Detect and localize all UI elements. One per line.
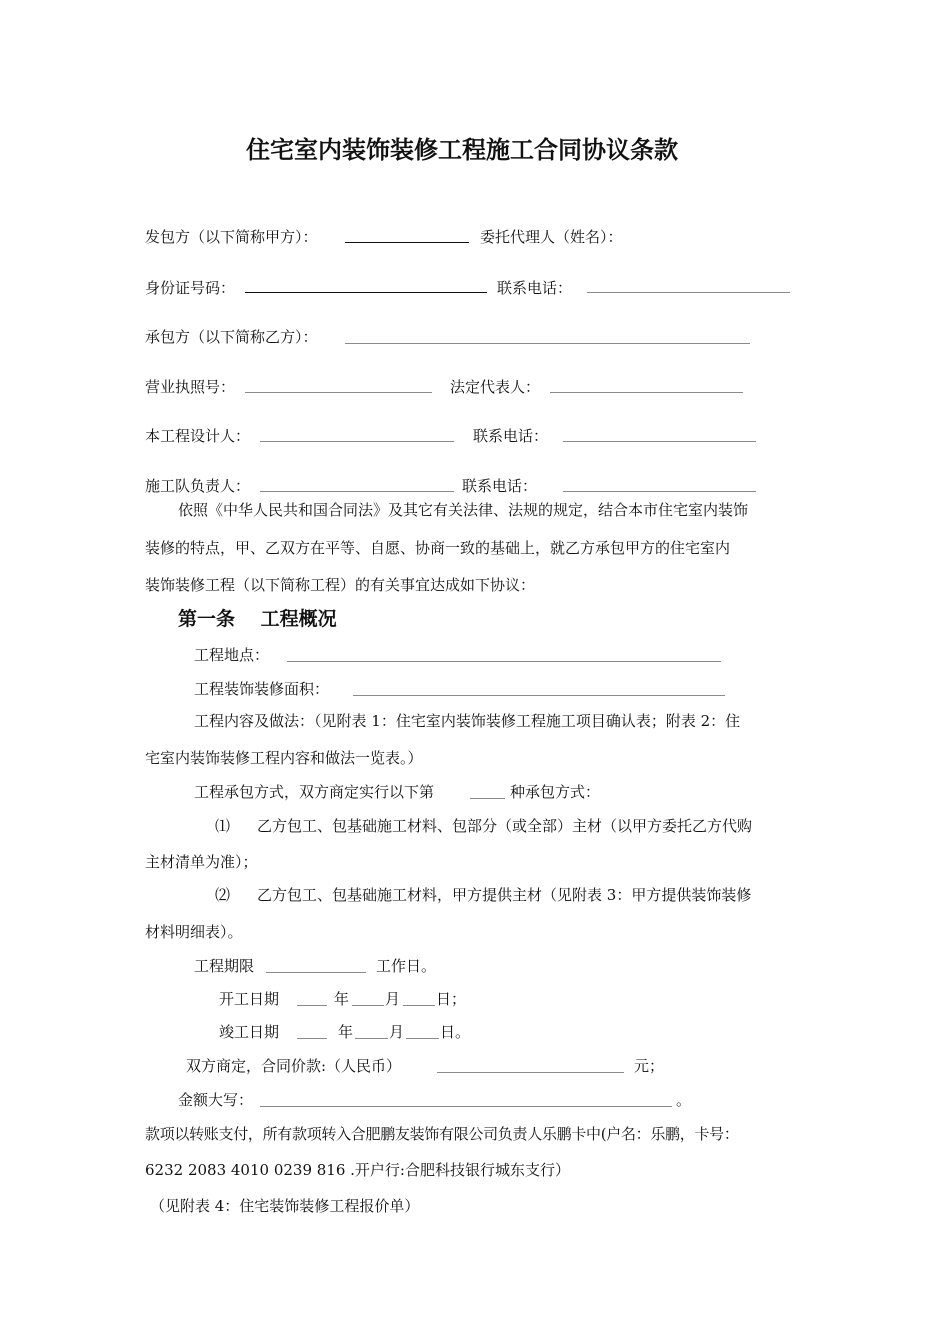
month-label: 月 xyxy=(389,1023,405,1041)
end-day-field[interactable] xyxy=(406,1038,439,1039)
mode-field[interactable] xyxy=(470,798,505,799)
price-unit: 元； xyxy=(634,1057,665,1075)
mode-suffix: 种承包方式： xyxy=(510,783,601,801)
option-text: 主材清单为准）； xyxy=(145,853,258,871)
legal-rep-label: 法定代表人： xyxy=(450,378,541,396)
period-unit: 工作日。 xyxy=(376,957,437,975)
year-label: 年 xyxy=(334,990,350,1008)
end-year-field[interactable] xyxy=(297,1038,327,1039)
designer-field[interactable] xyxy=(260,441,454,442)
preamble-line: 装饰装修工程（以下简称工程）的有关事宜达成如下协议： xyxy=(145,576,536,594)
option-number: ⑴ xyxy=(215,817,231,835)
crew-leader-field[interactable] xyxy=(260,491,454,492)
option-text: 材料明细表）。 xyxy=(145,923,243,941)
preamble-line: 装修的特点，甲、乙双方在平等、自愿、协商一致的基础上，就乙方承包甲方的住宅室内 xyxy=(145,539,731,557)
location-label: 工程地点： xyxy=(194,646,270,664)
license-field[interactable] xyxy=(245,392,432,393)
day-label: 日 xyxy=(440,1023,456,1041)
start-date-label: 开工日期 xyxy=(219,990,280,1008)
option-text: 乙方包工、包基础施工材料、包部分（或全部）主材（以甲方委托乙方代购 xyxy=(257,817,753,835)
id-number-field[interactable] xyxy=(245,292,487,293)
payment-line: 6232 2083 4010 0239 816 .开户行:合肥科技银行城东支行） xyxy=(145,1161,570,1179)
month-label: 月 xyxy=(385,990,401,1008)
day-label: 日 xyxy=(436,990,452,1008)
phone-field-1[interactable] xyxy=(587,292,790,293)
phone-label-1: 联系电话： xyxy=(497,279,573,297)
period-field[interactable] xyxy=(266,972,366,973)
end-end-punct: 。 xyxy=(455,1023,471,1041)
crew-leader-label: 施工队负责人： xyxy=(145,477,251,495)
amount-field[interactable] xyxy=(260,1106,672,1107)
period-label: 工程期限 xyxy=(194,957,255,975)
employer-field[interactable] xyxy=(345,242,469,243)
start-day-field[interactable] xyxy=(403,1005,435,1006)
price-field[interactable] xyxy=(437,1072,624,1073)
location-field[interactable] xyxy=(287,661,721,662)
start-end-punct: ； xyxy=(451,990,467,1008)
option-text: 乙方包工、包基础施工材料，甲方提供主材（见附表 3：甲方提供装饰装修 xyxy=(257,886,752,904)
contractor-label: 承包方（以下简称乙方）： xyxy=(145,328,318,346)
end-month-field[interactable] xyxy=(355,1038,388,1039)
year-label: 年 xyxy=(338,1023,354,1041)
designer-label: 本工程设计人： xyxy=(145,427,251,445)
payment-line: 款项以转账支付，所有款项转入合肥鹏友装饰有限公司负责人乐鹏卡中(户名：乐鹏，卡号： xyxy=(145,1125,739,1143)
preamble-line: 依照《中华人民共和国合同法》及其它有关法律、法规的规定，结合本市住宅室内装饰 xyxy=(178,501,749,519)
phone-label-2: 联系电话： xyxy=(473,427,549,445)
start-year-field[interactable] xyxy=(297,1005,327,1006)
amount-end-punct: 。 xyxy=(676,1091,692,1109)
license-label: 营业执照号： xyxy=(145,378,236,396)
option-number: ⑵ xyxy=(215,886,231,904)
phone-label-3: 联系电话： xyxy=(462,477,538,495)
quote-note: （见附表 4：住宅装饰装修工程报价单） xyxy=(150,1197,420,1215)
mode-label: 工程承包方式，双方商定实行以下第 xyxy=(194,783,435,801)
content-line: 宅室内装饰装修工程内容和做法一览表。） xyxy=(145,749,423,767)
content-line: 工程内容及做法：（见附表 1：住宅室内装饰装修工程施工项目确认表；附表 2：住 xyxy=(194,712,741,730)
agent-label: 委托代理人（姓名）： xyxy=(480,228,623,246)
end-date-label: 竣工日期 xyxy=(219,1023,280,1041)
id-number-label: 身份证号码： xyxy=(145,279,236,297)
phone-field-2[interactable] xyxy=(563,441,756,442)
start-month-field[interactable] xyxy=(352,1005,384,1006)
employer-label: 发包方（以下简称甲方）： xyxy=(145,228,318,246)
article-heading: 第一条 工程概况 xyxy=(178,608,337,630)
phone-field-3[interactable] xyxy=(563,491,756,492)
page-title: 住宅室内装饰装修工程施工合同协议条款 xyxy=(246,135,678,164)
amount-label: 金额大写： xyxy=(178,1091,254,1109)
area-field[interactable] xyxy=(353,695,725,696)
area-label: 工程装饰装修面积： xyxy=(194,680,330,698)
contractor-field[interactable] xyxy=(345,343,750,344)
price-label: 双方商定，合同价款:（人民币） xyxy=(186,1057,402,1075)
legal-rep-field[interactable] xyxy=(550,392,743,393)
